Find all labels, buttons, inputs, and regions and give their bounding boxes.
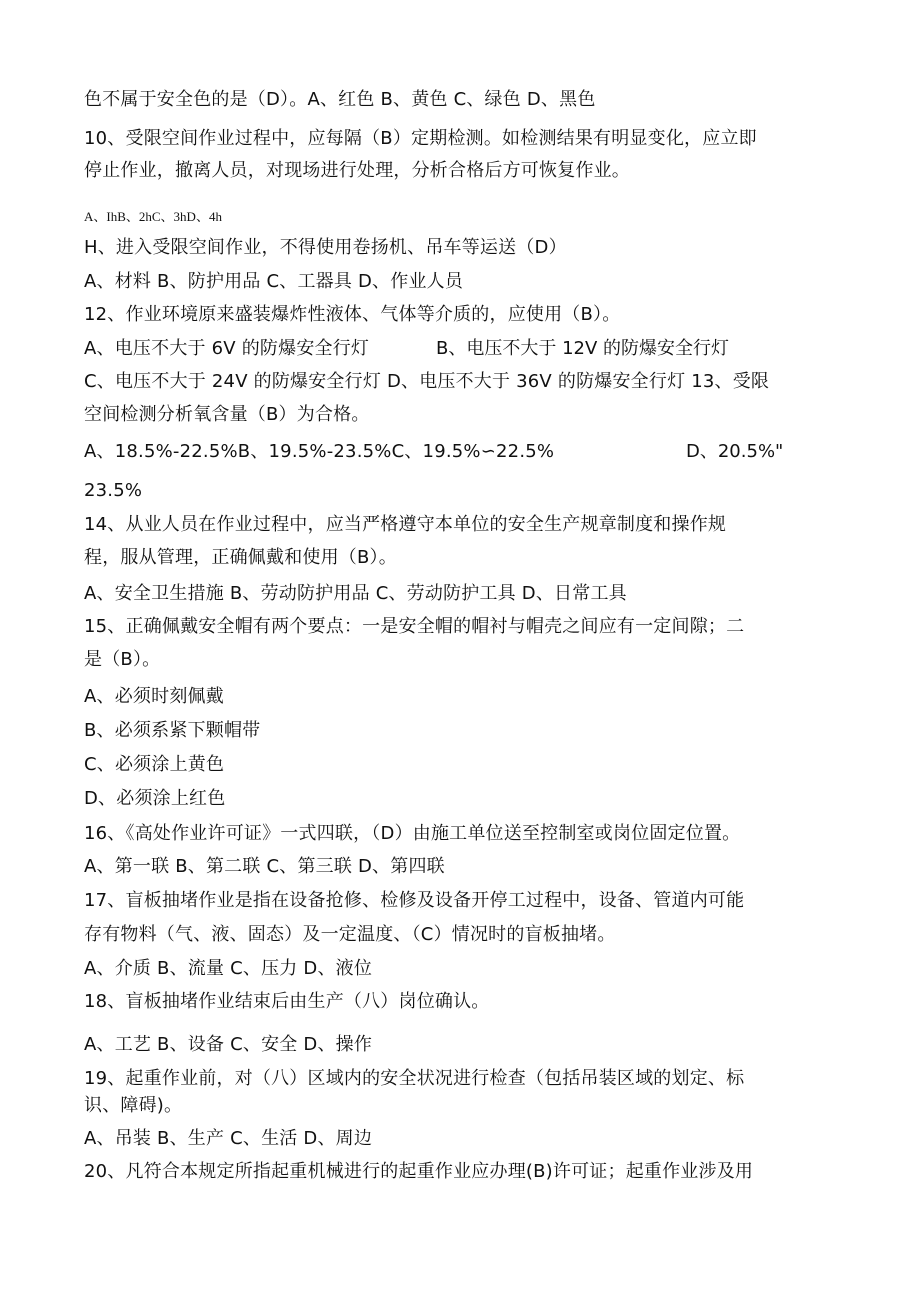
question-10-line-2: 停止作业，撤离人员，对现场进行处理，分析合格后方可恢复作业。 — [84, 160, 630, 181]
question-19-line-2: 识、障碍)。 — [84, 1095, 183, 1116]
question-17-line-2: 存有物料（气、液、固态）及一定温度、（C）情况时的盲板抽堵。 — [84, 924, 616, 945]
question-13-option-d-cont: 23.5% — [84, 480, 143, 501]
question-18-options: A、工艺 B、设备 C、安全 D、操作 — [84, 1034, 373, 1055]
question-14-options: A、安全卫生措施 B、劳动防护用品 C、劳动防护工具 D、日常工具 — [84, 583, 627, 604]
question-12-options-cd: C、电压不大于 24V 的防爆安全行灯 D、电压不大于 36V 的防爆安全行灯 13、受限 — [84, 371, 770, 392]
question-14-line-1: 14、从业人员在作业过程中，应当严格遵守本单位的安全生产规章制度和操作规 — [84, 514, 727, 535]
question-12-line: 12、作业环境原来盛装爆炸性液体、气体等介质的，应使用（B）。 — [84, 304, 621, 325]
question-10-line-1: 10、受限空间作业过程中，应每隔（B）定期检测。如检测结果有明显变化，应立即 — [84, 128, 757, 149]
question-15-option-a: A、必须时刻佩戴 — [84, 686, 224, 707]
question-10-options: A、IhB、2hC、3hD、4h — [84, 209, 222, 224]
question-15-option-d: D、必须涂上红色 — [84, 788, 226, 809]
question-15-option-b: B、必须系紧下颗帽带 — [84, 720, 261, 741]
question-17-line-1: 17、盲板抽堵作业是指在设备抢修、检修及设备开停工过程中，设备、管道内可能 — [84, 890, 745, 911]
question-11-line: H、进入受限空间作业，不得使用卷扬机、吊车等运送（D） — [84, 237, 567, 258]
text-line: 色不属于安全色的是（D）。A、红色 B、黄色 C、绿色 D、黑色 — [84, 89, 596, 110]
question-13-options: A、18.5%-22.5%B、19.5%-23.5%C、19.5%∽22.5% — [84, 441, 555, 462]
question-19-options: A、吊装 B、生产 C、生活 D、周边 — [84, 1128, 373, 1149]
question-17-options: A、介质 B、流量 C、压力 D、液位 — [84, 958, 373, 979]
question-15-line-2: 是（B）。 — [84, 649, 161, 670]
question-13-option-d: D、20.5%" — [686, 441, 784, 462]
question-16-options: A、第一联 B、第二联 C、第三联 D、第四联 — [84, 856, 445, 877]
question-12-option-b: B、电压不大于 12V 的防爆安全行灯 — [436, 338, 730, 359]
question-16-line: 16、《高处作业许可证》一式四联，（D）由施工单位送至控制室或岗位固定位置。 — [84, 823, 741, 844]
question-15-option-c: C、必须涂上黄色 — [84, 754, 225, 775]
question-11-options: A、材料 B、防护用品 C、工器具 D、作业人员 — [84, 271, 464, 292]
question-19-line-1: 19、起重作业前，对（八）区域内的安全状况进行检查（包括吊装区域的划定、标 — [84, 1068, 745, 1089]
question-15-line-1: 15、正确佩戴安全帽有两个要点：一是安全帽的帽衬与帽壳之间应有一定间隙；二 — [84, 616, 745, 637]
question-12-option-a: A、电压不大于 6V 的防爆安全行灯 — [84, 338, 370, 359]
question-14-line-2: 程，服从管理，正确佩戴和使用（B）。 — [84, 547, 397, 568]
question-13-line: 空间检测分析氧含量（B）为合格。 — [84, 404, 370, 425]
question-20-line: 20、凡符合本规定所指起重机械进行的起重作业应办理(B)许可证；起重作业涉及用 — [84, 1161, 754, 1182]
question-18-line: 18、盲板抽堵作业结束后由生产（八）岗位确认。 — [84, 991, 490, 1012]
